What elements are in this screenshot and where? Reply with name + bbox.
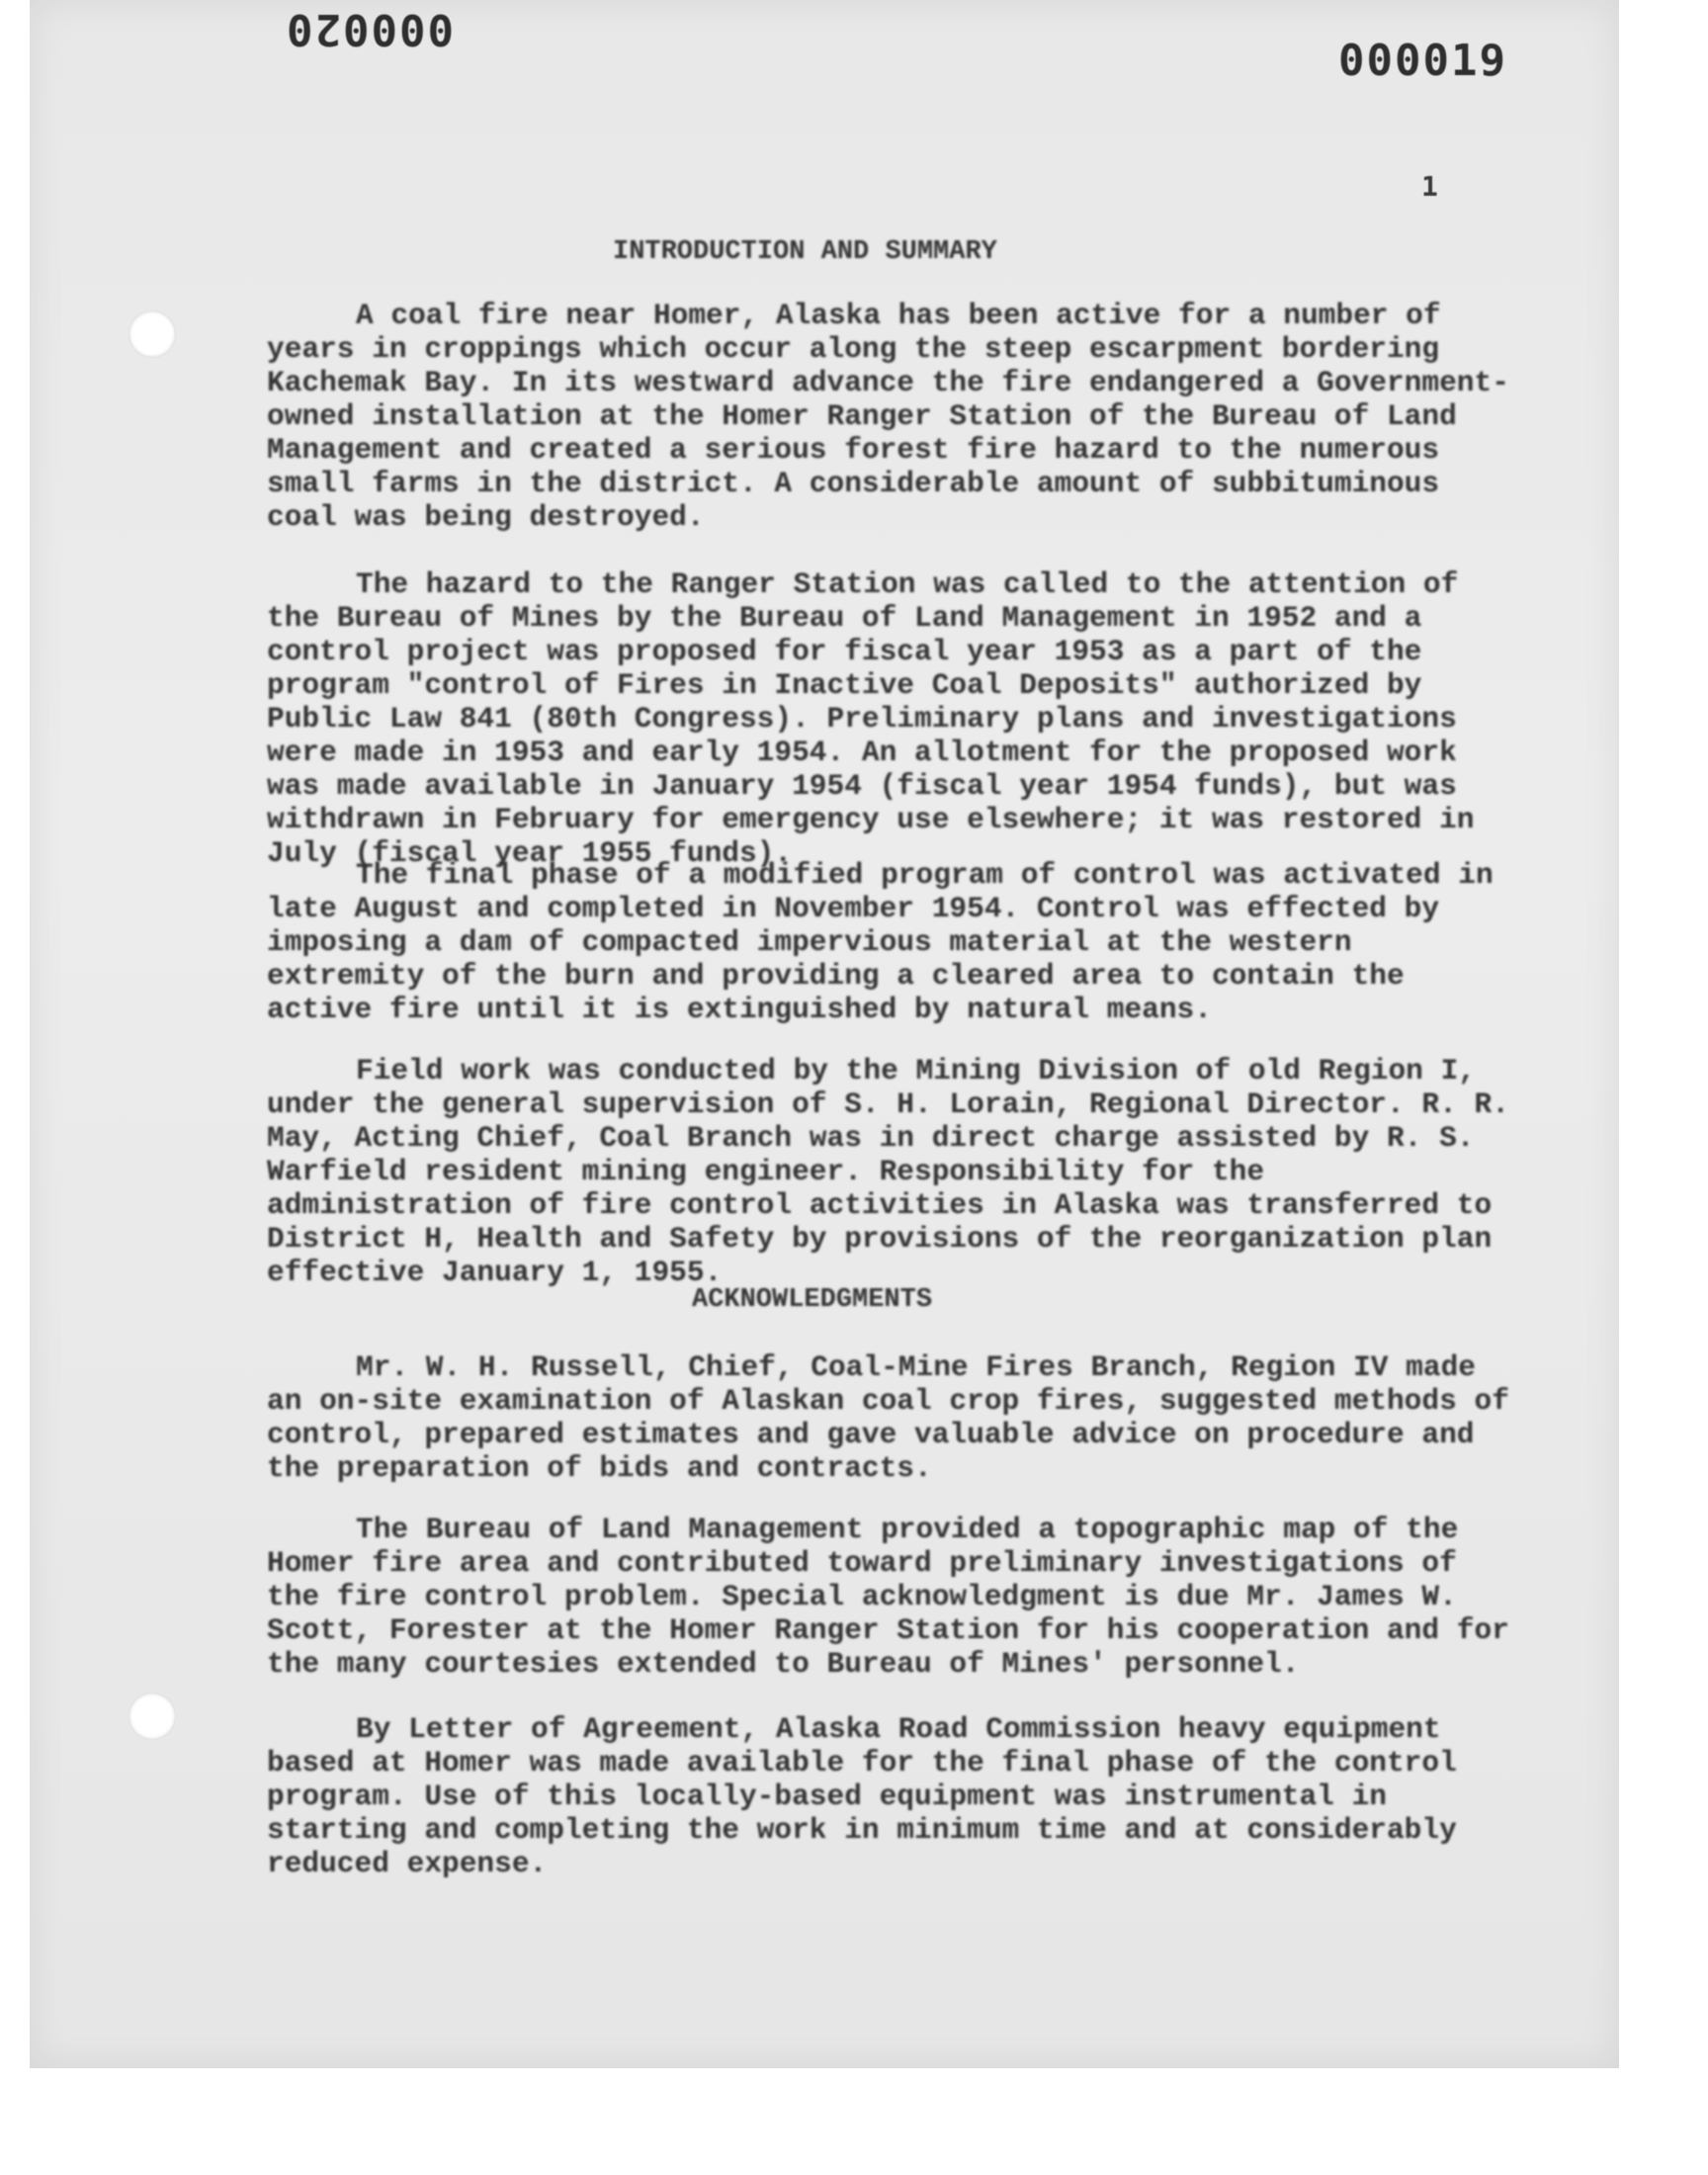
intro-paragraph: The hazard to the Ranger Station was called to the attention of the Bureau of Mines by the Bureau of Land Management in 1952 and a control project was proposed for fiscal year 1953 as a part of the program "control of Fires in Inactive Coal Deposits" authorized by Public Law 841 (80th Congress). Preliminary plans and investigations were made in 1953 and early 1954. An allotment for the proposed work was made available in January 1954 (fiscal year 1954 funds), but was withdrawn in February for emergency use elsewhere; it was restored in July (fiscal year 1955 funds). xyxy=(267,567,1475,870)
punch-hole xyxy=(128,310,176,358)
page-number: 1 xyxy=(1421,170,1438,203)
acknowledgments-heading: ACKNOWLEDGMENTS xyxy=(692,1285,933,1315)
bates-stamp-inverted: 000020 xyxy=(285,4,454,54)
bates-stamp: 000019 xyxy=(1338,36,1507,86)
introduction-heading: INTRODUCTION AND SUMMARY xyxy=(613,237,997,267)
ack-paragraph: The Bureau of Land Management provided a topographic map of the Homer fire area and contributed toward preliminary investigations of the fire control problem. Special acknowledgment is due Mr. James W. Scott, Forester at the Homer Ranger Station for his cooperation and for the many courtesies extended to Bureau of Mines' personnel. xyxy=(267,1513,1509,1681)
punch-hole xyxy=(128,1693,176,1740)
intro-paragraph: Field work was conducted by the Mining Division of old Region I, under the general supervision of S. H. Lorain, Regional Director. R. R. May, Acting Chief, Coal Branch was in direct charge assisted by R. S. Warfield resident mining engineer. Responsibility for the administration of fire control activities in Alaska was transferred to District H, Health and Safety by provisions of the reorganization plan effective January 1, 1955. xyxy=(267,1054,1509,1289)
ack-paragraph: By Letter of Agreement, Alaska Road Commission heavy equipment based at Homer was made available for the final phase of the control program. Use of this locally-based equipment was instrumental in starting and completing the work in minimum time and at considerably reduced expense. xyxy=(267,1712,1457,1880)
ack-paragraph: Mr. W. H. Russell, Chief, Coal-Mine Fires Branch, Region IV made an on-site examination of Alaskan coal crop fires, suggested methods of control, prepared estimates and gave valuable advice on procedure and the preparation of bids and contracts. xyxy=(267,1350,1509,1485)
intro-paragraph: A coal fire near Homer, Alaska has been active for a number of years in croppings which occur along the steep escarpment bordering Kachemak Bay. In its westward advance the fire endangered a Government-owned installation at the Homer Ranger Station of the Bureau of Land Management and created a serious forest fire hazard to the numerous small farms in the district. A considerable amount of subbituminous coal was being destroyed. xyxy=(267,299,1509,534)
intro-paragraph: The final phase of a modified program of control was activated in late August and completed in November 1954. Control was effected by imposing a dam of compacted impervious material at the western extremity of the burn and providing a cleared area to contain the active fire until it is extinguished by natural means. xyxy=(267,858,1494,1026)
